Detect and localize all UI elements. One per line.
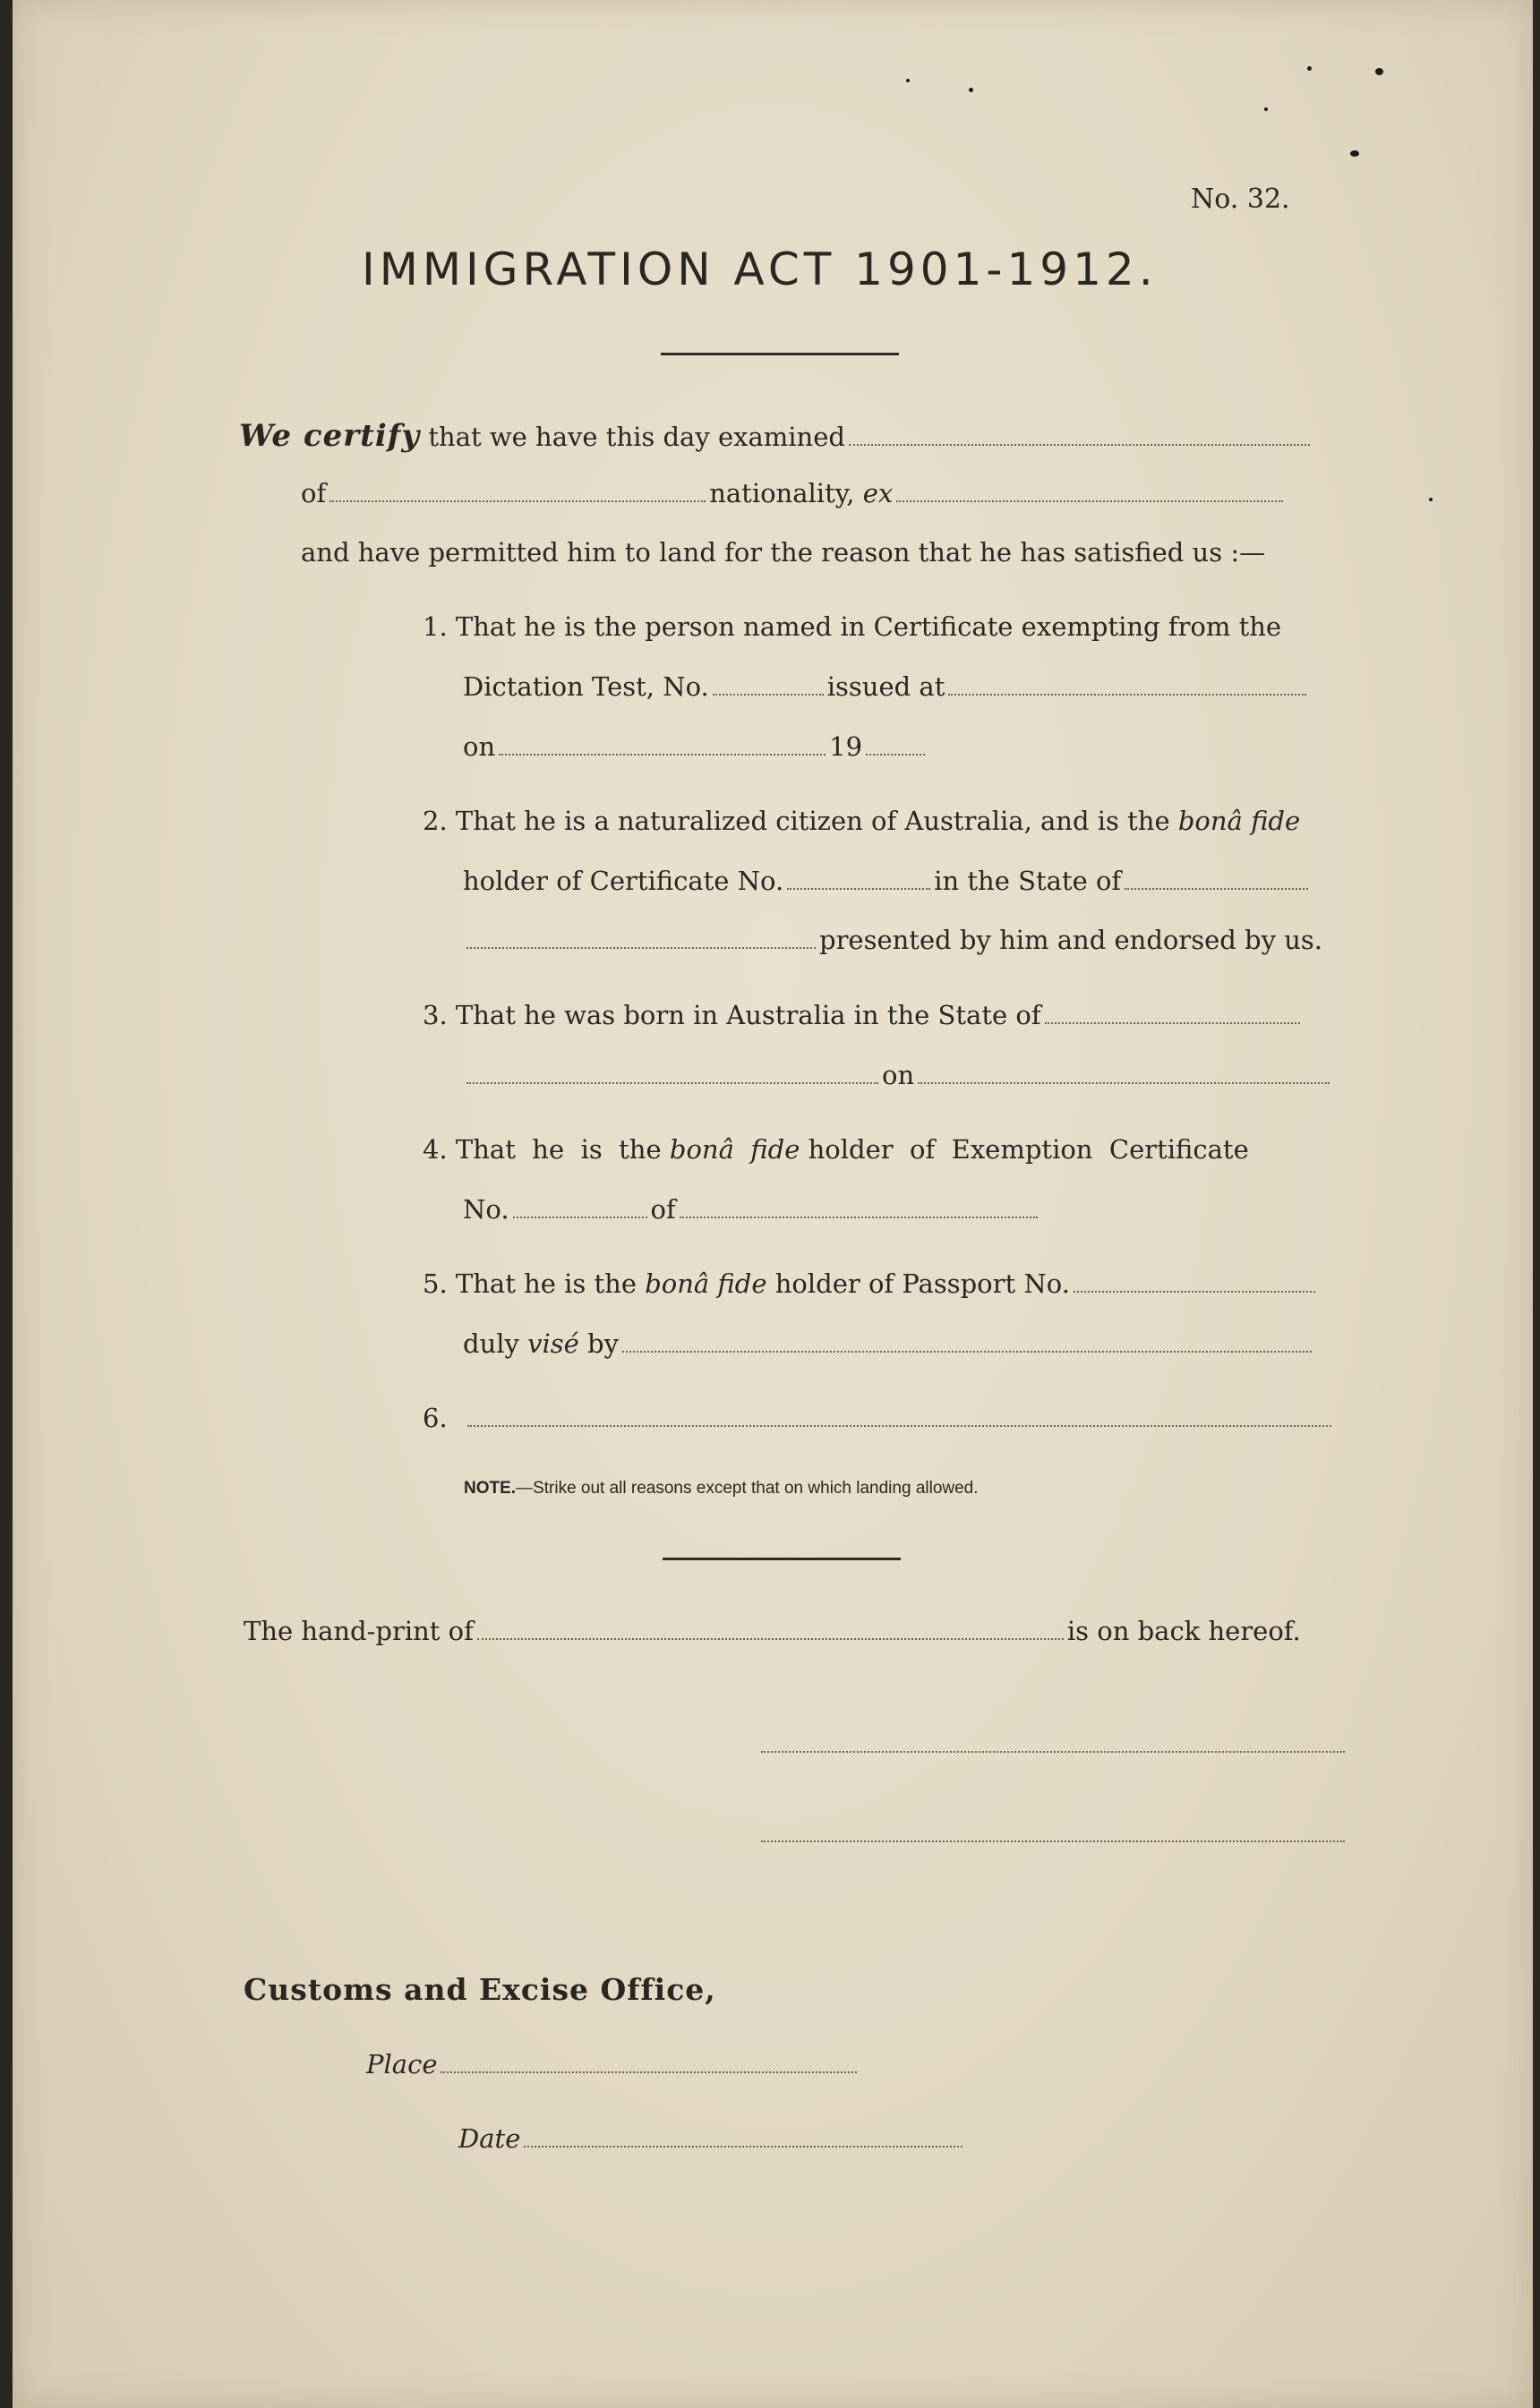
item4-line2 [463,1194,1041,1225]
item3-text: 3. That he was born in Australia in the State of [423,1000,1041,1030]
item4-text-a: 4. That he is the [423,1134,662,1165]
note-text: —Strike out all reasons except that on which landing allowed. [516,1479,979,1498]
ink-speck [1264,107,1268,111]
ink-speck [1307,66,1312,71]
ex-blank [896,497,1283,502]
year-label: 19 [829,731,863,762]
item2-text: 2. That he is a naturalized citizen of Australia, and is the [423,806,1170,836]
certify-lead: We certify [239,418,421,454]
exemption-no-blank [513,1213,647,1218]
ex-label: ex [862,478,894,508]
item3-line2 [463,1060,1333,1090]
born-date-blank [918,1079,1330,1084]
ink-speck [1375,68,1383,75]
date-label: Date [458,2123,521,2154]
item4-line1 [423,1134,1249,1165]
ink-speck [1350,150,1359,157]
of-blank [329,497,706,502]
handprint-blank [477,1635,1064,1640]
office-heading: Customs and Excise Office, [244,1972,716,2007]
ink-speck [906,79,910,82]
vise-by-blank [622,1347,1312,1353]
duly-label: duly [463,1328,519,1359]
ink-speck [1429,498,1433,501]
place-line [366,2049,860,2079]
back-hereof-label: is on back hereof. [1066,1616,1301,1646]
item6-blank [467,1422,1331,1427]
certify-text: that we have this day examined [428,422,845,452]
on-label: on [463,731,496,762]
form-number: No. 32. [1191,184,1290,215]
born-state-blank [1045,1019,1300,1024]
item5-line1 [423,1268,1319,1299]
presented-text: presented by him and endorsed by us. [819,925,1322,955]
born-place-blank [466,1079,878,1084]
vise-label: visé [527,1328,579,1359]
handprint-line [244,1618,1301,1644]
issued-at-blank [948,690,1306,696]
item5-line2 [463,1328,1315,1359]
item6-label: 6. [423,1403,448,1433]
place-label: Place [366,2049,438,2079]
passport-label: holder of Passport No. [774,1268,1070,1299]
by-label: by [587,1328,619,1359]
year-blank [866,750,925,756]
nationality-line [301,478,1287,508]
item5-text-a: 5. That he is the [423,1268,637,1299]
cert-no-blank [787,884,930,890]
bona-fide-5: bonâ fide [645,1268,767,1299]
note-label: NOTE. [464,1479,517,1498]
item4-text-c: holder of Exemption Certificate [808,1134,1249,1165]
examined-blank [849,440,1310,446]
date-blank [524,2142,962,2148]
form-sheet [13,0,1533,2408]
bona-fide-4: bonâ fide [669,1134,800,1165]
signature-blank-1 [761,1751,1345,1753]
place-blank [441,2068,857,2073]
item6-line [423,1405,1335,1431]
note-rule [663,1558,901,1560]
of-label: of [301,478,327,508]
form-title: IMMIGRATION ACT 1901-1912. [362,243,1158,295]
bona-fide-2: bonâ fide [1177,806,1301,836]
date-line [458,2123,966,2154]
issued-at-label: issued at [826,671,945,702]
passport-blank [1074,1287,1315,1293]
exemption-of-blank [680,1213,1038,1218]
item2-line1 [423,808,1300,834]
signature-blank-2 [761,1840,1345,1842]
exemption-of-label: of [650,1194,676,1225]
holder-cert-label: holder of Certificate No. [463,866,784,896]
item3-line1 [423,1000,1304,1030]
handprint-label: The hand-print of [244,1616,474,1646]
born-on-label: on [882,1060,915,1090]
item2-line3 [463,927,1322,953]
ink-speck [969,88,973,92]
dictation-test-label: Dictation Test, No. [463,671,709,702]
item1-line2 [463,671,1310,702]
permitted-line: and have permitted him to land for the reason that he has satisfied us :— [301,537,1266,568]
item1-line3 [463,731,928,762]
on-blank [499,750,826,756]
dictation-no-blank [713,690,824,696]
note [464,1479,979,1499]
exemption-no-label: No. [463,1194,509,1225]
certify-line [239,418,1313,454]
presented-blank [466,944,816,949]
item1-line1: 1. That he is the person named in Certificate exempting from the [423,611,1282,642]
state-blank [1125,884,1308,890]
nationality-label: nationality, [709,478,855,508]
state-of-label: in the State of [934,866,1122,896]
item2-line2 [463,868,1312,894]
title-rule [661,353,899,355]
